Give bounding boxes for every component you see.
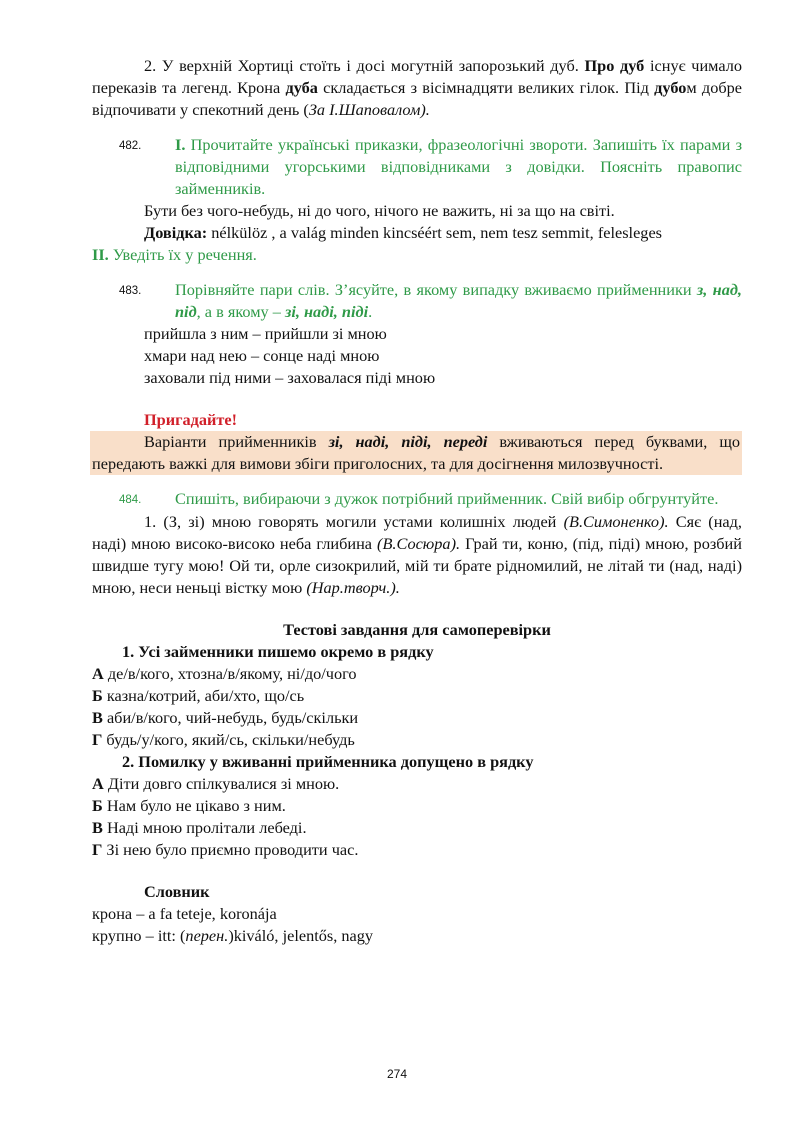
vocabulary-entry: крупно – itt: (перен.)kiváló, jelentős, nagy (92, 926, 373, 945)
answer-option: В Наді мною пролітали лебеді. (92, 818, 307, 837)
test-title: Тестові завдання для самоперевірки (283, 620, 551, 639)
exercise-484 (119, 488, 742, 511)
exercise-number: 484. (119, 494, 142, 506)
exercise-task: Спишіть, вибираючи з дужок потрібний прийменник. Свій вибір обгрунтуйте. (175, 489, 719, 508)
pair-line: заховали під ними – заховалася піді мною (144, 368, 436, 387)
phrases-line: Бути без чого-небудь, ні до чого, нічого не важить, ні за що на світі. (144, 201, 615, 220)
answer-option: Б Нам було не цікаво з ним. (92, 796, 286, 815)
answer-option: В аби/в/кого, чий-небудь, будь/скільки (92, 708, 359, 727)
exercise-482-part-2: ІІ. Уведіть їх у речення. (92, 245, 257, 264)
remember-title: Пригадайте! (144, 410, 238, 429)
pair-line: хмари над нею – сонце наді мною (144, 346, 380, 365)
exercise-483 (119, 279, 742, 323)
answer-option: Г Зі нею було приємно проводити час. (92, 840, 359, 859)
reference-line: Довідка: nélkülöz , a valág minden kincséért sem, nem tesz semmit, felesleges (144, 223, 663, 242)
vocabulary-title: Словник (144, 882, 210, 901)
exercise-482 (119, 134, 742, 200)
answer-option: А де/в/кого, хтозна/в/якому, ні/до/чого (92, 664, 357, 683)
remember-rule: Варіанти прийменників зі, наді, піді, переді вживаються перед буквами, що передають важкі для вимови збіги приголосних, та для досігнення милозвучності. (92, 432, 740, 473)
pair-line: прийшла з ним – прийшли зі мною (144, 324, 387, 343)
page-number: 274 (386, 1067, 408, 1081)
vocabulary-entry: крона – a fa teteje, koronája (92, 904, 277, 923)
page-content (92, 55, 742, 947)
exercise-task: Порівняйте пари слів. З’ясуйте, в якому випадку вживаємо прийменники з, над, під, а в якому – зі, наді, піді. (175, 280, 742, 321)
exercise-number: 483. (119, 285, 142, 297)
answer-option: А Діти довго спілкувалися зі мною. (92, 774, 340, 793)
exercise-number: 482. (119, 140, 142, 152)
oak-paragraph: 2. У верхній Хортиці стоїть і досі могутній запорозький дуб. Про дуб існує чимало переказів та легенд. Крона дуба складається з вісімнадцяти великих гілок. Під дубом добре відпочивати у спекотний день (За І.Шаповалом). (92, 56, 742, 119)
answer-option: Б казна/котрий, аби/хто, що/сь (92, 686, 305, 705)
exercise-484-text: 1. (З, зі) мною говорять могили устами колишніх людей (В.Симоненко). Сяє (над, наді) мною високо-високо неба глибина (В.Сосюра). Грай ти, коню, (під, піді) мною, розбий швидше тугу мою! Ой ти, орле сизокрилий, мій ти брате рідномилий, не літай ти (над, наді) мною, неси неньці вістку мою (Нар.творч.). (92, 512, 742, 597)
exercise-task: І. Прочитайте українські приказки, фразеологічні звороти. Запишіть їх парами з відповідними угорськими відповідниками з довідки. Поясніть правопис займенників. (175, 135, 742, 198)
test-question-1: 1. Усі займенники пишемо окремо в рядку (122, 642, 434, 661)
answer-option: Г будь/у/кого, який/сь, скільки/небудь (92, 730, 355, 749)
test-question-2: 2. Помилку у вживанні прийменника допущено в рядку (122, 752, 534, 771)
